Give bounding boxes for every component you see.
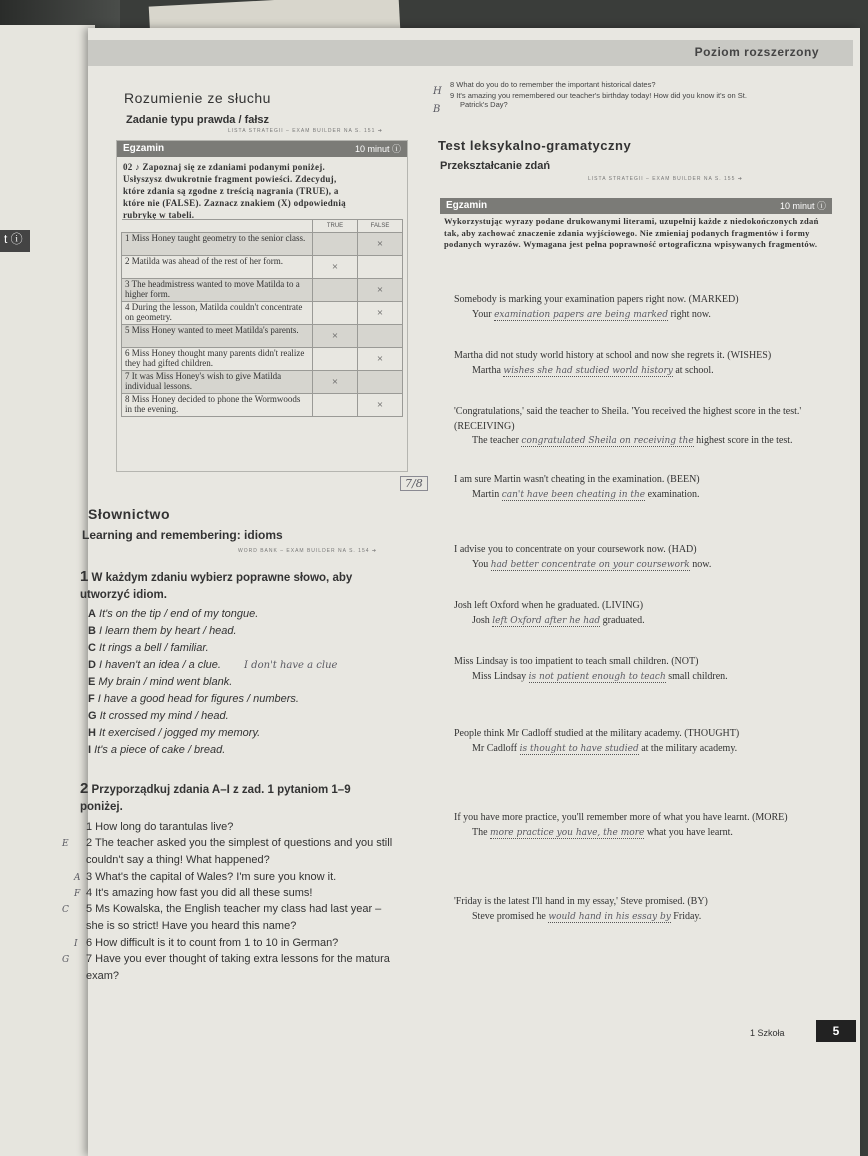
table-row: 8 Miss Honey decided to phone the Wormwoods in the evening. ×	[122, 394, 403, 417]
list-item: C It rings a bell / familiar.	[88, 642, 209, 654]
true-false-table	[121, 219, 403, 417]
false-cell[interactable]: ×	[358, 394, 403, 417]
mark-q9: B	[433, 104, 441, 115]
list-item: F I have a good head for figures / numbers.	[88, 693, 299, 705]
ex2-text: Przyporządkuj zdania A–I z zad. 1 pytaniom 1–9 poniżej.	[80, 784, 351, 813]
answer-field[interactable]: left Oxford after he had	[492, 615, 601, 626]
footer-section: 1 Szkoła	[750, 1028, 785, 1038]
table-row: 1 Miss Honey taught geometry to the senior class. ×	[122, 233, 403, 256]
top-right-questions	[450, 80, 750, 109]
table-row: 5 Miss Honey wanted to meet Matilda's parents. ×	[122, 325, 403, 348]
list-item: H It exercised / jogged my memory.	[88, 727, 261, 739]
listening-time: 10 minut ⓘ	[354, 144, 401, 154]
left-page-tab: t ⓘ	[0, 230, 30, 252]
false-cell[interactable]	[358, 325, 403, 348]
ex2-instruction	[80, 780, 380, 816]
mark-q8: H	[433, 86, 442, 97]
listening-subtitle: Zadanie typu prawda / fałsz	[126, 114, 270, 126]
false-cell[interactable]: ×	[358, 233, 403, 256]
table-row: 4 During the lesson, Matilda couldn't concentrate on geometry. ×	[122, 302, 403, 325]
grammar-items	[444, 293, 828, 965]
list-item: I 6 How difficult is it to count from 1 to 10 in German?	[74, 937, 339, 949]
grammar-strategy: LISTA STRATEGII – EXAM BUILDER NA S. 155 ➔	[588, 176, 743, 182]
vocab-title: Słownictwo	[88, 506, 170, 522]
ex1-instruction	[80, 568, 380, 604]
true-cell[interactable]	[313, 233, 358, 256]
ex1-number: 1	[80, 568, 89, 585]
list-item: If you have more practice, you'll remember more of what you have learnt. (MORE) The more practice you have, the more what you have learnt.	[454, 812, 788, 838]
ex1-text: W każdym zdaniu wybierz poprawne słowo, aby utworzyć idiom.	[80, 572, 353, 601]
ex1-options	[88, 606, 408, 759]
list-item: 9 It's amazing you remembered our teacher's birthday today! How did you know it's on St. Patrick's Day?	[450, 91, 747, 109]
listening-strategy: LISTA STRATEGII – EXAM BUILDER NA S. 151 ➔	[228, 128, 383, 134]
vocab-word-bank: WORD BANK – EXAM BUILDER NA S. 154 ➔	[238, 548, 378, 554]
list-item: Martha did not study world history at school and now she regrets it. (WISHES) Martha wishes she had studied world history at school.	[454, 350, 772, 376]
list-item: 'Congratulations,' said the teacher to Sheila. 'You received the highest score in the test.' (RECEIVING) The teacher congratulated Sheila on receiving the highest score in the test.	[454, 406, 802, 446]
list-item: E 2 The teacher asked you the simplest of questions and you still couldn't say a thing! What happened?	[62, 837, 393, 866]
false-cell[interactable]	[358, 256, 403, 279]
table-row: 6 Miss Honey thought many parents didn't realize they had gifted children. ×	[122, 348, 403, 371]
ex2-questions	[62, 820, 394, 986]
answer-field[interactable]: congratulated Sheila on receiving the	[521, 436, 694, 446]
answer-field[interactable]: is thought to have studied	[519, 743, 639, 754]
page-header	[88, 40, 853, 66]
workbook-page	[62, 28, 860, 1156]
list-item: A It's on the tip / end of my tongue.	[88, 608, 259, 620]
false-cell[interactable]	[358, 371, 403, 394]
list-item: Somebody is marking your examination papers right now. (MARKED) Your examination papers are being marked right now.	[454, 294, 739, 320]
grammar-instructions: Wykorzystując wyrazy podane drukowanymi literami, uzupełnij każde z niedokończonych zdań tak, aby zachować znaczenie zdania wyjściowego. Nie zmieniaj podanych fragmentów i formy podanych wyrazów. Wymagana jest pełna poprawność ortograficzna wpisywanych fragmentów.	[444, 216, 819, 249]
list-item: F 4 It's amazing how fast you did all these sums!	[74, 887, 313, 899]
table-row: 2 Matilda was ahead of the rest of her form. ×	[122, 256, 403, 279]
grammar-subtitle: Przekształcanie zdań	[440, 160, 551, 172]
false-cell[interactable]: ×	[358, 302, 403, 325]
answer-field[interactable]: had better concentrate on your coursework	[490, 559, 690, 570]
list-item: G 7 Have you ever thought of taking extra lessons for the matura exam?	[62, 953, 390, 982]
listening-exam-box	[116, 140, 408, 472]
list-item: 'Friday is the latest I'll hand in my essay,' Steve promised. (BY) Steve promised he would hand in his essay by Friday.	[454, 896, 708, 922]
list-item: I It's a piece of cake / bread.	[88, 744, 226, 756]
list-item: D I haven't an idea / a clue. I don't have a clue	[88, 659, 338, 671]
listening-instructions: 02 ♪ Zapoznaj się ze zdaniami podanymi poniżej. Usłyszysz dwukrotnie fragment powieści. Zdecyduj, które zdania są zgodne z treścią nagrania (TRUE), a które nie (FALSE). Zaznacz znakiem (X) odpowiednią rubrykę w tabeli.	[123, 162, 346, 220]
list-item: E My brain / mind went blank.	[88, 676, 233, 688]
answer-field[interactable]: more practice you have, the more	[490, 827, 645, 838]
listening-title: Rozumienie ze słuchu	[124, 90, 271, 106]
false-cell[interactable]: ×	[358, 348, 403, 371]
list-item: I am sure Martin wasn't cheating in the examination. (BEEN) Martin can't have been cheating in the examination.	[454, 474, 700, 500]
ex2-number: 2	[80, 780, 89, 797]
grammar-title: Test leksykalno-gramatyczny	[438, 138, 632, 153]
true-cell[interactable]: ×	[313, 371, 358, 394]
col-true: TRUE	[313, 220, 358, 233]
list-item: G It crossed my mind / head.	[88, 710, 229, 722]
listening-score: 7/8	[400, 476, 428, 491]
true-cell[interactable]: ×	[313, 256, 358, 279]
grammar-time: 10 minut ⓘ	[779, 201, 826, 211]
table-row: 7 It was Miss Honey's wish to give Matilda individual lessons. ×	[122, 371, 403, 394]
answer-field[interactable]: is not patient enough to teach	[528, 671, 666, 682]
grammar-exam-bar	[440, 198, 832, 214]
answer-field[interactable]: would hand in his essay by	[548, 911, 671, 922]
list-item: Miss Lindsay is too impatient to teach small children. (NOT) Miss Lindsay is not patient enough to teach small children.	[454, 656, 728, 682]
true-cell[interactable]	[313, 279, 358, 302]
footer-page-number: 5	[816, 1020, 856, 1042]
list-item: I advise you to concentrate on your coursework now. (HAD) You had better concentrate on your coursework now.	[454, 544, 712, 570]
list-item: 8 What do you do to remember the important historical dates?	[450, 80, 656, 89]
listening-exam-label: Egzamin	[123, 143, 165, 154]
answer-field[interactable]: examination papers are being marked	[494, 309, 668, 320]
table-row: 3 The headmistress wanted to move Matilda to a higher form. ×	[122, 279, 403, 302]
grammar-exam-label: Egzamin	[446, 200, 488, 211]
answer-field[interactable]: wishes she had studied world history	[503, 365, 673, 376]
list-item: A 3 What's the capital of Wales? I'm sure you know it.	[74, 871, 337, 883]
true-cell[interactable]	[313, 302, 358, 325]
true-cell[interactable]	[313, 394, 358, 417]
col-false: FALSE	[358, 220, 403, 233]
page-header-title: Poziom rozszerzony	[694, 45, 819, 59]
answer-field[interactable]: can't have been cheating in the	[501, 489, 646, 500]
vocab-subtitle: Learning and remembering: idioms	[82, 528, 283, 542]
list-item: People think Mr Cadloff studied at the military academy. (THOUGHT) Mr Cadloff is thought to have studied at the military academy.	[454, 728, 740, 754]
true-cell[interactable]: ×	[313, 325, 358, 348]
list-item: 1 How long do tarantulas live?	[86, 821, 234, 833]
list-item: Josh left Oxford when he graduated. (LIVING) Josh left Oxford after he had graduated.	[454, 600, 645, 626]
handwritten-note: I don't have a clue	[244, 660, 338, 671]
list-item: B I learn them by heart / head.	[88, 625, 237, 637]
true-cell[interactable]	[313, 348, 358, 371]
listening-exam-bar	[117, 141, 407, 157]
false-cell[interactable]: ×	[358, 279, 403, 302]
list-item: C 5 Ms Kowalska, the English teacher my class had last year – she is so strict! Have you heard this name?	[62, 903, 382, 932]
